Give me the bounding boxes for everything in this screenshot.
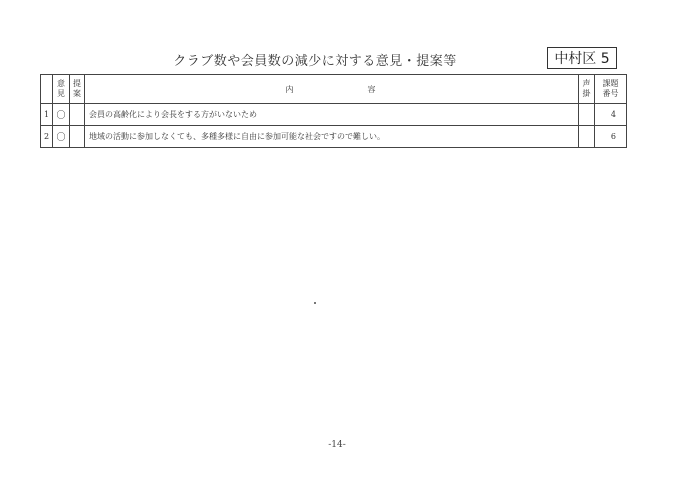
opinion-table — [40, 74, 627, 148]
opinion-mark: 〇 — [53, 104, 70, 126]
header-proposal: 提 案 — [70, 75, 85, 104]
row-content: 会員の高齢化により会長をする方がいないため — [85, 104, 579, 126]
ward-badge: 中村区 5 — [547, 47, 617, 69]
opinion-mark: 〇 — [53, 126, 70, 148]
voice-mark — [579, 126, 595, 148]
table-row — [41, 126, 627, 148]
proposal-mark — [70, 126, 85, 148]
header-content: 内 容 — [85, 75, 579, 104]
proposal-mark — [70, 104, 85, 126]
voice-mark — [579, 104, 595, 126]
header-voice: 声 掛 — [579, 75, 595, 104]
table-header-row — [41, 75, 627, 104]
header-opinion: 意 見 — [53, 75, 70, 104]
header-no — [41, 75, 53, 104]
table-row — [41, 104, 627, 126]
page-title: クラブ数や会員数の減少に対する意見・提案等 — [173, 54, 457, 69]
topic-number: 4 — [595, 104, 627, 126]
topic-number: 6 — [595, 126, 627, 148]
page-number: -14- — [328, 440, 346, 450]
row-number: 1 — [41, 104, 53, 126]
header-topic-number: 課題 番号 — [595, 75, 627, 104]
row-number: 2 — [41, 126, 53, 148]
scan-speck — [314, 302, 316, 304]
row-content: 地域の活動に参加しなくても、多種多様に自由に参加可能な社会ですので難しい。 — [85, 126, 579, 148]
